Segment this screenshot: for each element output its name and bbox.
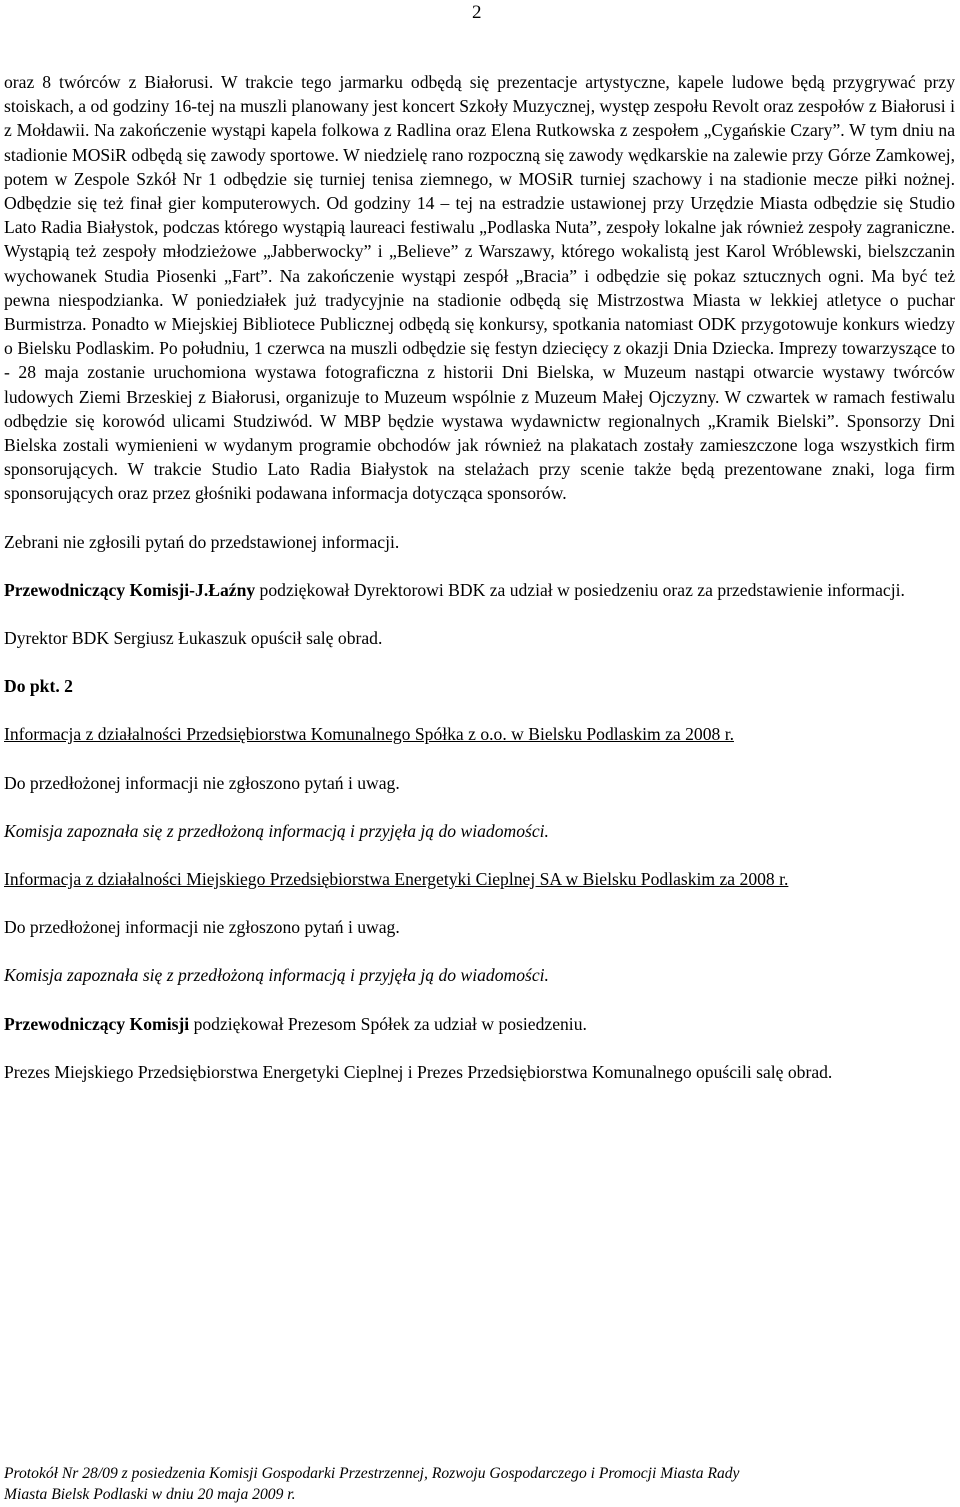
chair-thanks-text: podziękował Dyrektorowi BDK za udział w posiedzeniu oraz za przedstawienie informacji. [255, 579, 905, 600]
chair-thanks-paragraph [4, 1012, 955, 1036]
acknowledgement-note: Komisja zapoznała się z przedłożoną informacją i przyjęła ją do wiadomości. [4, 820, 549, 841]
footer-line: Miasta Bielsk Podlaski w dniu 20 maja 2009 r. [4, 1486, 296, 1503]
presidents-left-note: Prezes Miejskiego Przedsiębiorstwa Energetyki Cieplnej i Prezes Przedsiębiorstwa Komunalnego opuścili salę obrad. [4, 1061, 833, 1082]
no-questions-note: Do przedłożonej informacji nie zgłoszono pytań i uwag. [4, 917, 400, 938]
acknowledgement-note: Komisja zapoznała się z przedłożoną informacją i przyjęła ją do wiadomości. [4, 965, 549, 986]
page-number: 2 [472, 2, 482, 23]
footer-line: Protokół Nr 28/09 z posiedzenia Komisji Gospodarki Przestrzennej, Rozwoju Gospodarczego i Promocji Miasta Rady [4, 1465, 740, 1482]
agenda-item-heading: Do pkt. 2 [4, 676, 73, 697]
no-questions-note: Do przedłożonej informacji nie zgłoszono pytań i uwag. [4, 772, 400, 793]
chair-name: Przewodniczący Komisji [4, 1013, 190, 1034]
chair-thanks-text: podziękował Prezesom Spółek za udział w posiedzeniu. [189, 1013, 587, 1034]
chair-thanks-paragraph [4, 578, 955, 602]
document-body [4, 70, 955, 1084]
main-paragraph: oraz 8 twórców z Białorusi. W trakcie tego jarmarku odbędą się prezentacje artystyczne, kapele ludowe będą przygrywać przy stoiskach, a od godziny 16-tej na muszli planowany jest koncert Szkoły Muzycznej, występ zespołu Revolt oraz zespołów z Białorusi i z Mołdawii. Na zakończenie wystąpi kapela folkowa z Radlina oraz Elena Rutkowska z zespołem „Cygańskie Czary”. W tym dniu na stadionie MOSiR odbędą się zawody sportowe. W niedzielę rano rozpoczną się zawody wędkarskie na zalewie przy Górze Zamkowej, potem w Zespole Szkół Nr 1 odbędzie się turniej tenisa ziemnego, w MOSiR turniej szachowy i na stadionie mecze piłki nożnej. Odbędzie się też finał gier komputerowych. Od godziny 14 – tej na estradzie ustawionej przy Urzędzie Miasta odbędzie się Studio Lato Radia Białystok, podczas którego wystąpią laureaci festiwalu „Podlaska Nuta”, zespoły lokalne jak również zespoły zagraniczne. Wystąpią też zespoły młodzieżowe „Jabberwocky” i „Believe” z Warszawy, którego wokalistą jest Karol Wróblewski, bielszczanin wychowanek Studia Piosenki „Fart”. Na zakończenie wystąpi zespół „Bracia” i odbędzie się pokaz sztucznych ogni. Ma być też pewna niespodzianka. W poniedziałek już tradycyjnie na stadionie odbędą się Mistrzostwa Miasta w lekkiej atletyce o puchar Burmistrza. Ponadto w Miejskiej Bibliotece Publicznej odbędą się konkursy, spotkania natomiast ODK przygotowuje konkurs wiedzy o Bielsku Podlaskim. Po południu, 1 czerwca na muszli odbędzie się festyn dziecięcy z okazji Dnia Dziecka. Imprezy towarzyszące to - 28 maja zostanie uruchomiona wystawa fotograficzna z historii Dni Bielska, w Muzeum nastąpi otwarcie wystawy twórców ludowych Ziemi Brzeskiej z Białorusi, organizuje to Muzeum wspólnie z Muzeum Małej Ojczyzny. W czwartek w ramach festiwalu odbędzie się korowód ulicami Studziwód. W MBP będzie wystawa wydawnictw regionalnych „Kramik Bielski”. Sponsorzy Dni Bielska zostali wymienieni w wydanym programie obchodów jak również na plakatach zostały zamieszczone loga wszystkich firm sponsorujących. W trakcie Studio Lato Radia Białystok na stelażach przy scenie także będą prezentowane znaki, loga firm sponsorujących oraz przez głośniki podawana informacja dotycząca sponsorów. [4, 72, 955, 504]
info-title-mpec: Informacja z działalności Miejskiego Przedsiębiorstwa Energetyki Cieplnej SA w Bielsku Podlaskim za 2008 r. [4, 869, 789, 890]
no-questions-note: Zebrani nie zgłosili pytań do przedstawionej informacji. [4, 531, 400, 552]
page-footer [4, 1463, 955, 1505]
info-title-pk: Informacja z działalności Przedsiębiorstwa Komunalnego Spółka z o.o. w Bielsku Podlaskim za 2008 r. [4, 724, 734, 745]
director-left-note: Dyrektor BDK Sergiusz Łukaszuk opuścił salę obrad. [4, 628, 383, 649]
chair-name: Przewodniczący Komisji-J.Łaźny [4, 579, 256, 600]
